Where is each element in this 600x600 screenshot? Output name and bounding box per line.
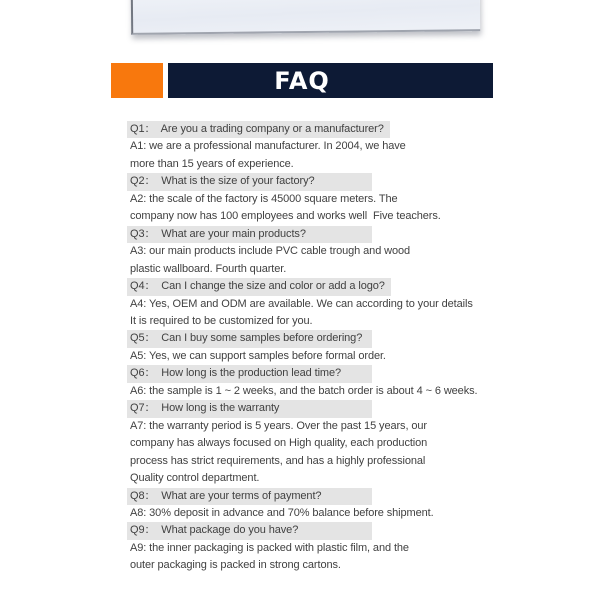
faq-item: [130, 365, 596, 400]
faq-question: [130, 488, 596, 505]
faq-question-text: Q3： What are your main products?: [127, 226, 372, 243]
faq-answer-line: A9: the inner packaging is packed with plastic film, and the: [130, 541, 409, 554]
faq-item: [130, 488, 596, 523]
faq-question-text: Q1： Are you a trading company or a manufacturer?: [127, 121, 390, 138]
faq-question-text: Q6： How long is the production lead time?: [127, 365, 372, 382]
faq-question-text: Q2： What is the size of your factory?: [127, 173, 372, 190]
faq-question: [130, 278, 596, 295]
faq-item: [130, 400, 596, 487]
faq-answer-line: A4: Yes, OEM and ODM are available. We can according to your details: [130, 297, 473, 310]
faq-item: [130, 278, 596, 330]
faq-question: [130, 365, 596, 382]
faq-question: [130, 226, 596, 243]
faq-answer-line: Quality control department.: [130, 472, 260, 485]
faq-answer-line: company now has 100 employees and works well Five teachers.: [130, 210, 441, 223]
faq-answer-line: plastic wallboard. Fourth quarter.: [130, 262, 287, 275]
faq-answer-line: It is required to be customized for you.: [130, 314, 313, 327]
faq-answer-line: A1: we are a professional manufacturer. In 2004, we have: [130, 140, 406, 153]
faq-question-text: Q5： Can I buy some samples before ordering?: [127, 330, 372, 347]
faq-answer-line: A7: the warranty period is 5 years. Over the past 15 years, our: [130, 419, 427, 432]
faq-question-text: Q8： What are your terms of payment?: [127, 488, 372, 505]
faq-answer-line: A2: the scale of the factory is 45000 square meters. The: [130, 192, 398, 205]
faq-banner: [111, 63, 493, 98]
faq-item: [130, 121, 596, 173]
faq-answer-line: A5: Yes, we can support samples before formal order.: [130, 349, 386, 362]
faq-item: [130, 226, 596, 278]
faq-question-text: Q9： What package do you have?: [127, 522, 372, 539]
faq-question-text: Q4： Can I change the size and color or add a logo?: [127, 278, 391, 295]
section-title: FAQ: [274, 66, 330, 95]
faq-question: [130, 330, 596, 347]
faq-answer-line: process has strict requirements, and has a highly professional: [130, 454, 426, 467]
faq-question: [130, 400, 596, 417]
faq-question: [130, 173, 596, 190]
faq-question-text: Q7： How long is the warranty: [127, 400, 372, 417]
faq-item: [130, 173, 596, 225]
product-photo-bottom-edge: [131, 0, 480, 35]
faq-answer-line: company has always focused on High quality, each production: [130, 437, 428, 450]
faq-answer-line: A8: 30% deposit in advance and 70% balance before shipment.: [130, 506, 434, 519]
faq-item: [130, 330, 596, 365]
faq-answer-line: more than 15 years of experience.: [130, 157, 294, 170]
faq-answer-line: A3: our main products include PVC cable trough and wood: [130, 245, 411, 258]
faq-list: [130, 121, 596, 575]
faq-item: [130, 522, 596, 574]
faq-question: [130, 121, 596, 138]
faq-answer-line: A6: the sample is 1 ~ 2 weeks, and the batch order is about 4 ~ 6 weeks.: [130, 384, 478, 397]
faq-answer-line: outer packaging is packed in strong cartons.: [130, 559, 341, 572]
faq-question: [130, 522, 596, 539]
